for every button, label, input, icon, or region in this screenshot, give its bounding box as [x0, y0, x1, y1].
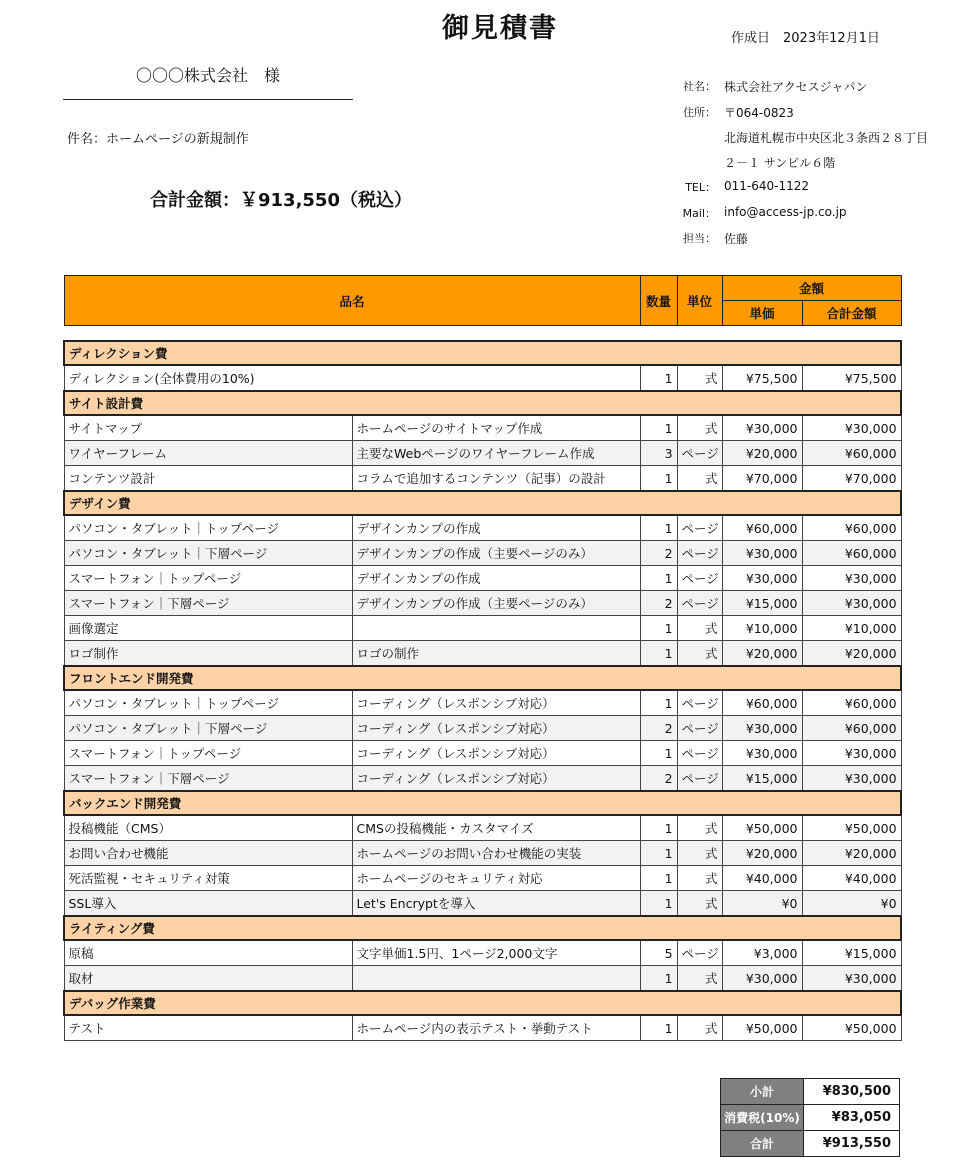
item-name: ロゴ制作	[64, 641, 352, 667]
line-total: ¥60,000	[802, 515, 901, 541]
item-name: お問い合わせ機能	[64, 841, 352, 866]
item-description: デザインカンプの作成	[352, 566, 640, 591]
item-description: デザインカンプの作成（主要ページのみ）	[352, 541, 640, 566]
unit-price: ¥20,000	[722, 441, 802, 466]
summary-value: ¥913,550	[804, 1131, 900, 1157]
sender-label: 住所：	[683, 106, 716, 119]
header-unit: 単位	[677, 276, 722, 326]
recipient-underline	[63, 99, 353, 100]
category-label: サイト設計費	[64, 391, 901, 415]
quantity: 2	[640, 541, 677, 566]
quantity: 1	[640, 815, 677, 841]
item-description: ホームページ内の表示テスト・挙動テスト	[352, 1015, 640, 1041]
unit-price: ¥15,000	[722, 766, 802, 792]
line-total: ¥75,500	[802, 365, 901, 391]
item-description: ロゴの制作	[352, 641, 640, 667]
category-label: デザイン費	[64, 491, 901, 515]
item-name: スマートフォン｜下層ページ	[64, 766, 352, 792]
sender-label: 社名：	[683, 80, 716, 93]
table-row	[64, 1015, 901, 1041]
table-row	[64, 441, 901, 466]
table-row	[64, 815, 901, 841]
unit: 式	[677, 891, 722, 917]
table-row	[64, 566, 901, 591]
sender-value: ２－１ サンビル６階	[724, 156, 836, 170]
unit-price: ¥30,000	[722, 415, 802, 441]
header-quantity: 数量	[640, 276, 677, 326]
unit-price: ¥20,000	[722, 641, 802, 667]
item-description	[352, 966, 640, 992]
item-name: パソコン・タブレット｜下層ページ	[64, 716, 352, 741]
unit-price: ¥15,000	[722, 591, 802, 616]
unit-price: ¥30,000	[722, 541, 802, 566]
item-name: テスト	[64, 1015, 352, 1041]
item-name: コンテンツ設計	[64, 466, 352, 492]
summary-row	[721, 1131, 900, 1157]
unit: 式	[677, 641, 722, 667]
quantity: 2	[640, 591, 677, 616]
category-row	[64, 991, 901, 1015]
category-row	[64, 391, 901, 415]
header-unit-price: 単価	[722, 301, 802, 326]
unit: ページ	[677, 441, 722, 466]
unit: ページ	[677, 591, 722, 616]
category-row	[64, 666, 901, 690]
sender-value: 株式会社アクセスジャパン	[724, 80, 868, 94]
quantity: 2	[640, 766, 677, 792]
total-amount: 合計金額：￥913,550（税込）	[150, 190, 412, 211]
table-row	[64, 365, 901, 391]
line-total: ¥30,000	[802, 415, 901, 441]
line-total: ¥10,000	[802, 616, 901, 641]
item-name: スマートフォン｜トップページ	[64, 741, 352, 766]
item-description: コラムで追加するコンテンツ（記事）の設計	[352, 466, 640, 492]
item-name: スマートフォン｜下層ページ	[64, 591, 352, 616]
category-label: バックエンド開発費	[64, 791, 901, 815]
summary-label: 小計	[721, 1079, 804, 1105]
sender-value: 北海道札幌市中央区北３条西２８丁目	[724, 131, 929, 145]
unit: 式	[677, 866, 722, 891]
item-name: ワイヤーフレーム	[64, 441, 352, 466]
category-label: フロントエンド開発費	[64, 666, 901, 690]
table-row	[64, 466, 901, 492]
quantity: 1	[640, 365, 677, 391]
line-total: ¥50,000	[802, 815, 901, 841]
summary-table	[720, 1078, 900, 1157]
item-name: 投稿機能（CMS）	[64, 815, 352, 841]
creation-date: 作成日 2023年12月1日	[731, 31, 880, 46]
recipient-name: 〇〇〇株式会社 様	[135, 66, 280, 85]
unit: ページ	[677, 940, 722, 966]
item-description: デザインカンプの作成	[352, 515, 640, 541]
unit: ページ	[677, 690, 722, 716]
line-total: ¥20,000	[802, 641, 901, 667]
item-name: パソコン・タブレット｜下層ページ	[64, 541, 352, 566]
item-description: コーディング（レスポンシブ対応）	[352, 741, 640, 766]
item-description: デザインカンプの作成（主要ページのみ）	[352, 591, 640, 616]
item-description: ホームページのサイトマップ作成	[352, 415, 640, 441]
unit-price: ¥30,000	[722, 966, 802, 992]
quantity: 1	[640, 966, 677, 992]
item-description: CMSの投稿機能・カスタマイズ	[352, 815, 640, 841]
table-row	[64, 641, 901, 667]
item-name: ディレクション(全体費用の10%)	[64, 365, 640, 391]
quantity: 1	[640, 841, 677, 866]
line-total: ¥30,000	[802, 591, 901, 616]
line-total: ¥50,000	[802, 1015, 901, 1041]
item-name: パソコン・タブレット｜トップページ	[64, 515, 352, 541]
summary-label: 消費税(10%)	[721, 1105, 804, 1131]
unit-price: ¥75,500	[722, 365, 802, 391]
quantity: 1	[640, 1015, 677, 1041]
sender-value: 〒064-0823	[724, 106, 794, 120]
item-name: パソコン・タブレット｜トップページ	[64, 690, 352, 716]
table-row	[64, 841, 901, 866]
line-total: ¥30,000	[802, 741, 901, 766]
header-line-total: 合計金額	[802, 301, 901, 326]
table-row	[64, 741, 901, 766]
unit-price: ¥20,000	[722, 841, 802, 866]
unit-price: ¥70,000	[722, 466, 802, 492]
summary-row	[721, 1079, 900, 1105]
item-name: スマートフォン｜トップページ	[64, 566, 352, 591]
table-row	[64, 415, 901, 441]
page-title: 御見積書	[442, 13, 558, 44]
quantity: 1	[640, 515, 677, 541]
category-row	[64, 491, 901, 515]
item-description: コーディング（レスポンシブ対応）	[352, 716, 640, 741]
unit-price: ¥50,000	[722, 1015, 802, 1041]
summary-row	[721, 1105, 900, 1131]
unit: ページ	[677, 566, 722, 591]
table-row	[64, 766, 901, 792]
line-total: ¥60,000	[802, 690, 901, 716]
unit-price: ¥50,000	[722, 815, 802, 841]
quantity: 1	[640, 466, 677, 492]
unit: ページ	[677, 515, 722, 541]
line-total: ¥60,000	[802, 441, 901, 466]
header-amount: 金額	[722, 276, 901, 301]
item-name: SSL導入	[64, 891, 352, 917]
table-row	[64, 690, 901, 716]
quantity: 1	[640, 741, 677, 766]
sender-label: 担当：	[683, 232, 716, 245]
unit: ページ	[677, 741, 722, 766]
unit: 式	[677, 466, 722, 492]
unit-price: ¥30,000	[722, 716, 802, 741]
table-row	[64, 541, 901, 566]
category-label: ライティング費	[64, 916, 901, 940]
table-row	[64, 716, 901, 741]
line-total: ¥20,000	[802, 841, 901, 866]
unit: ページ	[677, 541, 722, 566]
table-row	[64, 940, 901, 966]
unit: ページ	[677, 766, 722, 792]
unit-price: ¥40,000	[722, 866, 802, 891]
table-row	[64, 591, 901, 616]
quantity: 1	[640, 690, 677, 716]
quantity: 3	[640, 441, 677, 466]
item-description: Let's Encryptを導入	[352, 891, 640, 917]
unit-price: ¥30,000	[722, 566, 802, 591]
sender-label: TEL：	[685, 181, 716, 194]
sender-label: Mail：	[682, 207, 716, 220]
unit: 式	[677, 966, 722, 992]
table-row	[64, 966, 901, 992]
category-label: デバッグ作業費	[64, 991, 901, 1015]
quantity: 2	[640, 716, 677, 741]
line-total: ¥0	[802, 891, 901, 917]
table-row	[64, 515, 901, 541]
line-total: ¥30,000	[802, 566, 901, 591]
quantity: 1	[640, 415, 677, 441]
line-total: ¥70,000	[802, 466, 901, 492]
quantity: 1	[640, 566, 677, 591]
line-total: ¥60,000	[802, 541, 901, 566]
unit-price: ¥0	[722, 891, 802, 917]
summary-value: ¥830,500	[804, 1079, 900, 1105]
item-description: 主要なWebページのワイヤーフレーム作成	[352, 441, 640, 466]
unit: 式	[677, 415, 722, 441]
category-label: ディレクション費	[64, 341, 901, 365]
line-total: ¥30,000	[802, 766, 901, 792]
line-total: ¥60,000	[802, 716, 901, 741]
unit-price: ¥3,000	[722, 940, 802, 966]
table-row	[64, 891, 901, 917]
summary-label: 合計	[721, 1131, 804, 1157]
item-name: 原稿	[64, 940, 352, 966]
unit: 式	[677, 1015, 722, 1041]
item-description	[352, 616, 640, 641]
line-total: ¥15,000	[802, 940, 901, 966]
line-total: ¥30,000	[802, 966, 901, 992]
summary-value: ¥83,050	[804, 1105, 900, 1131]
unit: 式	[677, 616, 722, 641]
item-description: ホームページのお問い合わせ機能の実装	[352, 841, 640, 866]
unit-price: ¥60,000	[722, 515, 802, 541]
sender-value: 佐藤	[724, 232, 749, 246]
unit: 式	[677, 841, 722, 866]
item-name: 取材	[64, 966, 352, 992]
item-description: ホームページのセキュリティ対応	[352, 866, 640, 891]
line-total: ¥40,000	[802, 866, 901, 891]
category-row	[64, 916, 901, 940]
sender-value: info@access-jp.co.jp	[724, 205, 847, 219]
item-name: サイトマップ	[64, 415, 352, 441]
item-description: コーディング（レスポンシブ対応）	[352, 766, 640, 792]
subject-line: 件名：ホームページの新規制作	[67, 132, 249, 147]
unit-price: ¥60,000	[722, 690, 802, 716]
unit-price: ¥10,000	[722, 616, 802, 641]
quantity: 5	[640, 940, 677, 966]
unit: 式	[677, 365, 722, 391]
unit: ページ	[677, 716, 722, 741]
quantity: 1	[640, 616, 677, 641]
item-description: 文字単価1.5円、1ページ2,000文字	[352, 940, 640, 966]
unit-price: ¥30,000	[722, 741, 802, 766]
table-row	[64, 616, 901, 641]
quantity: 1	[640, 641, 677, 667]
item-description: コーディング（レスポンシブ対応）	[352, 690, 640, 716]
quantity: 1	[640, 866, 677, 891]
estimate-table	[63, 275, 902, 1041]
category-row	[64, 791, 901, 815]
item-name: 画像選定	[64, 616, 352, 641]
table-row	[64, 866, 901, 891]
unit: 式	[677, 815, 722, 841]
category-row	[64, 341, 901, 365]
sender-value: 011-640-1122	[724, 179, 810, 193]
item-name: 死活監視・セキュリティ対策	[64, 866, 352, 891]
header-item-name: 品名	[64, 276, 640, 326]
quantity: 1	[640, 891, 677, 917]
table-spacer	[64, 326, 901, 342]
